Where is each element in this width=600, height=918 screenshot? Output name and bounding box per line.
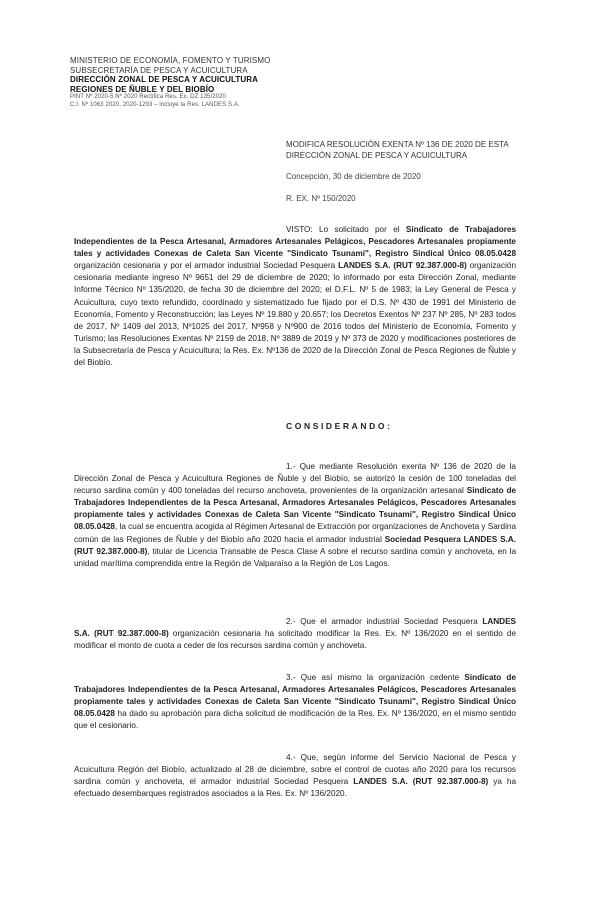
letterhead <box>70 56 310 109</box>
considerando-1 <box>74 461 516 570</box>
subsecretariat-line: SUBSECRETARÍA DE PESCA Y ACUICULTURA <box>70 65 248 75</box>
ministry-line: MINISTERIO DE ECONOMÍA, FOMENTO Y TURISMO <box>70 56 271 65</box>
resolution-number: R. EX. Nº 150/2020 <box>286 194 356 203</box>
c1-rest: , titular de Licencia Transable de Pesca Clase A sobre el recurso sardina común y anchoveta, en la unidad marítima comprendida entre la Región de Valparaíso a la Región de Los Lagos. <box>74 546 516 568</box>
considerando-3 <box>74 672 516 732</box>
visto-label: VISTO: <box>286 225 313 234</box>
c4-rest: ya ha efectuado desembarques registrados asociados a la Res. Ex. Nº 136/2020. <box>74 777 516 799</box>
visto-org-name: Sindicato de Trabajadores Independientes de la Pesca Artesanal, Armadores Artesanales Pelágicos, Pescadores Artesanales propiamente tales y actividades Conexas de Caleta San Vicente "Sindicato Tsunami", Registro Sindical Único 08.05.0428 <box>74 225 516 259</box>
c1-company: Sociedad Pesquera LANDES S.A. (RUT 92.387.000-8) <box>74 534 516 556</box>
c2-company: LANDES S.A. (RUT 92.387.000-8) <box>74 617 516 639</box>
visto-lead: Lo solicitado por el <box>312 225 406 234</box>
c1-mid: , la cual se encuentra acogida al Régimen Artesanal de Extracción por organizaciones de Anchoveta y Sardina común de las Regiones de Ñuble y del Biobío año 2020 hacia el armador industrial <box>74 522 516 544</box>
zonal-direction-line: DIRECCIÓN ZONAL DE PESCA Y ACUICULTURA <box>70 75 258 84</box>
visto-rest: organización cesionaria mediante ingreso Nº 9651 del 29 de diciembre de 2020; lo informado por esta Dirección Zonal, mediante Informe Técnico Nº 135/2020, de fecha 30 de diciembre del 2020; el D.F.L. Nº 5 de 1983; la Ley General de Pesca y Acuicultura, cuyo texto refundido, coordinado y sistematizado fue fijado por el D.S. Nº 430 de 1991 del Ministerio de Economía, Fomento y Reconstrucción; las Leyes Nº 19.880 y 20.657; los Decretos Exentos Nº 237 Nº 285, Nº 283 todos de 2017, Nº 1409 del 2013, Nº1025 del 2017, Nº958 y Nº900 de 2016 todos del Ministerio de Economía, Fomento y Turismo; las Resoluciones Exentas Nº 2159 de 2018, Nº 3889 de 2019 y Nº 373 de 2020 y modificaciones posteriores de la Subsecretaría de Pesca y Acuicultura; la Res. Ex. Nº136 de 2020 de la Dirección Zonal de Pesca Regiones de Ñuble y del Biobío. <box>74 261 517 368</box>
visto-mid: organización cesionaria y por el armador industrial Sociedad Pesquera <box>74 261 339 271</box>
c4-lead: 4.- Que, según informe del Servicio Nacional de Pesca y Acuicultura Región del Biobío, actualizado al 28 de diciembre, sobre el control de cuotas año 2020 para los recursos sardina común y anchoveta, el armador industrial Sociedad Pesquera <box>74 753 516 787</box>
considerando-2 <box>74 616 516 652</box>
reference-line-2: C.I. Nº 1063 2020, 2020-1293 – incluye la Res. LANDES S.A. <box>70 101 240 108</box>
reference-line-1: PINT Nº 2020-5 Nº 2020 Rectifica Res. Ex. DZ 135/2020 <box>70 94 226 100</box>
c3-rest: ha dado su aprobación para dicha solicitud de modificación de la Res. Ex. Nº 136/2020, en el mismo sentido que el cesionario. <box>74 709 516 731</box>
visto-company: LANDES S.A. (RUT 92.387.000-8) <box>338 261 467 271</box>
c2-rest: organización cesionaria ha solicitado modificar la Res. Ex. Nº 136/2020 en el sentido de modificar el monto de cuota a ceder de los recursos sardina común y anchoveta. <box>74 629 517 651</box>
c3-lead: 3.- Que así mismo la organización cedente <box>286 673 465 682</box>
c2-lead: 2.- Que el armador industrial Sociedad Pesquera <box>286 617 483 626</box>
resolution-title: MODIFICA RESOLUCIÓN EXENTA Nº 136 DE 2020 DE ESTA DIRECCIÓN ZONAL DE PESCA Y ACUICULTURA <box>286 140 509 160</box>
considerando-4 <box>74 752 516 800</box>
c1-lead: 1.- Que mediante Resolución exenta Nº 136 de 2020 de la Dirección Zonal de Pesca y Acuicultura Regiones de Ñuble y del Biobío, se autorizó la cesión de 100 toneladas del recurso sardina común y 400 toneladas del recurso anchoveta, provenientes de la organización artesanal <box>74 462 516 496</box>
c1-org-name: Sindicato de Trabajadores Independientes de la Pesca Artesanal, Armadores Artesanales Pelágicos, Pescadores Artesanales propiamente tales y actividades Conexas de Caleta San Vicente "Sindicato Tsunami", Registro Sindical Único 08.05.0428 <box>74 486 516 532</box>
place-date: Concepción, 30 de diciembre de 2020 <box>286 172 421 181</box>
regions-line: REGIONES DE ÑUBLE Y DEL BIOBÍO <box>70 84 215 94</box>
considerando-heading: CONSIDERANDO: <box>286 421 393 431</box>
c4-company: LANDES S.A. (RUT 92.387.000-8) <box>353 777 489 787</box>
visto-paragraph <box>74 224 516 369</box>
c3-org-name: Sindicato de Trabajadores Independientes de la Pesca Artesanal, Armadores Artesanales Pelágicos, Pescadores Artesanales propiamente tales y actividades Conexas de Caleta San Vicente "Sindicato Tsunami", Registro Sindical Único 08.05.0428 <box>74 673 516 719</box>
